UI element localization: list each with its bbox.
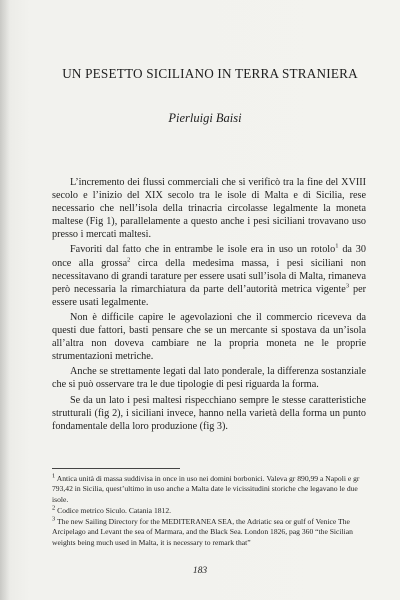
footnote-2 [52,506,370,516]
footnote-3 [52,517,370,548]
article-body [52,176,366,435]
paragraph-3: Non è difficile capire le agevolazioni che il commercio riceveva da questi due fattori, basti pensare che se un mercante si spostava da un’isola all’altra non doveva cambiare ne la propria moneta ne le proprie strumentazioni metriche. [52,311,366,363]
footnote-ref-1: 1 [335,243,339,251]
page-number: 183 [192,566,208,576]
article-title: UN PESETTO SICILIANO IN TERRA STRANIERA [62,66,358,81]
paragraph-2-part-d: per essere usati legalmente. [52,283,366,308]
footnote-2-mark: 2 [52,504,56,512]
article-author: Pierluigi Baisi [168,111,242,125]
paragraph-2 [52,243,366,308]
paragraph-2-part-a: Favoriti dal fatto che in entrambe le isole era in uso un rotolo [70,244,336,256]
footnote-1 [52,474,370,505]
paragraph-1: L’incremento dei flussi commerciali che si verificò tra la fine del XVIII secolo e l’inizio del XIX secolo tra le isole di Malta e di Sicilia, rese necessario che nell’isola della trinacria circolasse legalmente la moneta maltese (Fig 1), parallelamente a questo anche i pesi siciliani trovavano uso presso i mercati maltesi. [52,177,366,241]
footnote-ref-3: 3 [345,282,350,290]
footnote-2-text: Codice metrico Siculo. Catania 1812. [55,505,172,515]
footnote-separator [52,468,180,469]
footnote-1-mark: 1 [52,472,56,480]
paragraph-2-part-b: da 30 once alla grossa [52,244,366,269]
footnote-1-text: Antica unità di massa suddivisa in once in uso nei domini borbonici. Valeva gr 890,99 a Napoli e gr 793,42 in Sicilia, quest’ultimo in uso anche a Malta date le vicissitudini storiche che legavano le due isole. [52,474,360,504]
paragraph-4: Anche se strettamente legati dal lato ponderale, la differenza sostanziale che si può osservare tra le due tipologie di pesi riguarda la forma. [52,366,366,391]
footnote-3-mark: 3 [52,515,56,523]
footnote-3-text: The new Sailing Directory for the MEDITERANEA SEA, the Adriatic sea or gulf of Venice The Arcipelago and Levant the sea of Marmara, and the Black Sea. London 1826, pag 360 “the Sicilian weights being much used in Malta, it is necessary to remark that” [52,517,353,547]
footnote-ref-2: 2 [127,256,131,264]
footnotes [52,474,370,549]
paragraph-2-part-c: circa della medesima massa, i pesi siciliani non necessitavano di grandi tarature per essere usati sull’isola di Malta, rimaneva però necessaria la rimarchiatura da parte dell’autorità metrica vigente [52,257,367,295]
paragraph-5: Se da un lato i pesi maltesi rispecchiano sempre le stesse caratteristiche strutturali (fig 2), i siciliani invece, hanno nella varietà della forma un punto fondamentale della loro produzione (fig 3). [52,394,366,432]
